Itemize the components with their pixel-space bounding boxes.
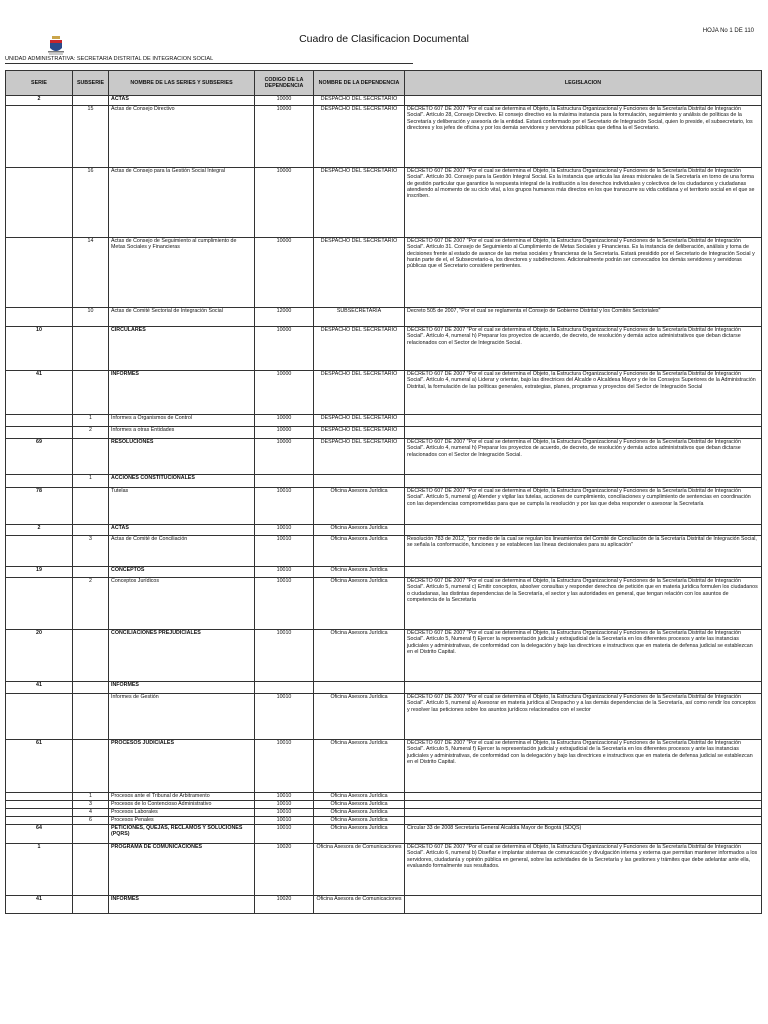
cell-dependencia [314,475,405,488]
cell-codigo: 10000 [255,439,314,475]
cell-serie [6,475,73,488]
cell-codigo: 10010 [255,793,314,801]
cell-nombre: PROCESOS JUDICIALES [109,740,255,793]
cell-dependencia: Oficina Asesora Jurídica [314,793,405,801]
cell-serie [6,415,73,427]
cell-serie: 64 [6,825,73,844]
cell-serie: 2 [6,525,73,536]
cell-codigo: 10000 [255,415,314,427]
cell-subserie [73,327,109,371]
cell-nombre: PETICIONES, QUEJAS, RECLAMOS Y SOLUCIONES (PQRS) [109,825,255,844]
cell-subserie: 2 [73,578,109,630]
cell-nombre: Informes a otras Entidades [109,427,255,439]
table-row [6,896,762,914]
table-row [6,809,762,817]
cell-subserie: 14 [73,238,109,308]
bogota-logo-icon [46,35,66,56]
cell-subserie: 6 [73,817,109,825]
cell-legislacion [405,415,762,427]
cell-nombre: ACCIONES CONSTITUCIONALES [109,475,255,488]
cell-serie: 2 [6,96,73,106]
cell-subserie [73,488,109,525]
cell-nombre: Actas de Comité de Conciliación [109,536,255,567]
cell-serie [6,793,73,801]
cell-dependencia: Oficina Asesora Jurídica [314,578,405,630]
cell-legislacion [405,801,762,809]
cell-dependencia [314,682,405,694]
cell-legislacion [405,896,762,914]
table-row [6,801,762,809]
cell-subserie: 3 [73,536,109,567]
cell-nombre: Procesos de lo Contencioso Administrativo [109,801,255,809]
cell-codigo: 10010 [255,817,314,825]
cell-nombre: INFORMES [109,896,255,914]
cell-codigo: 10000 [255,168,314,238]
table-row [6,817,762,825]
cell-subserie [73,96,109,106]
cell-legislacion: Circular 33 de 2008 Secretaría General Alcaldía Mayor de Bogotá (SDQS) [405,825,762,844]
cell-legislacion: Resolución 783 de 2012, "por medio de la cual se regulan los lineamientos del Comité de Conciliación de la Secretaría Distrital de Integración Social, se señala la conformación, funciones y se establecen las líneas decisionales para su aplicación" [405,536,762,567]
table-row [6,682,762,694]
table-row [6,308,762,327]
cell-subserie [73,439,109,475]
cell-serie [6,168,73,238]
table-row [6,96,762,106]
cell-nombre: ACTAS [109,525,255,536]
cell-codigo: 10020 [255,844,314,896]
cell-nombre: Actas de Consejo para la Gestión Social Integral [109,168,255,238]
cell-legislacion [405,427,762,439]
table-row [6,427,762,439]
cell-nombre: Informes de Gestión [109,694,255,740]
cell-dependencia: Oficina Asesora Jurídica [314,801,405,809]
table-row [6,844,762,896]
cell-codigo: 10010 [255,536,314,567]
cell-serie: 1 [6,844,73,896]
cell-subserie: 2 [73,427,109,439]
cell-serie: 10 [6,327,73,371]
cell-nombre: PROGRAMA DE COMUNICACIONES [109,844,255,896]
cell-dependencia: Oficina Asesora Jurídica [314,567,405,578]
cell-serie: 19 [6,567,73,578]
cell-dependencia: DESPACHO DEL SECRETARIO [314,168,405,238]
classification-table [5,70,762,914]
cell-legislacion: DECRETO 607 DE 2007 "Por el cual se determina el Objeto, la Estructura Organizacional y Funciones de la Secretaría Distrital de Integración Social". Artículo 6, numeral b) Diseñar e implantar sistemas de comunicación y divulgación interna y externa que permitan mantener informados a los servidores, ciudadanía y opinión pública en general, sobre las actividades de la Secretaría y las gestiones y trámites que debe adelantar ante ella, evaluando formalmente sus resultados. [405,844,762,896]
cell-subserie [73,740,109,793]
cell-nombre: Procesos ante el Tribunal de Arbitramento [109,793,255,801]
cell-nombre: Tutelas [109,488,255,525]
cell-nombre: ACTAS [109,96,255,106]
cell-dependencia: DESPACHO DEL SECRETARIO [314,371,405,415]
col-header-codigo: CODIGO DE LA DEPENDENCIA [255,71,314,96]
cell-legislacion [405,475,762,488]
cell-nombre: INFORMES [109,371,255,415]
cell-legislacion: DECRETO 607 DE 2007 "Por el cual se determina el Objeto, la Estructura Organizacional y Funciones de la Secretaría Distrital de Integración Social". Artículo 5, numeral g) Atender y vigilar las tutelas, acciones de cumplimiento, conciliaciones y cumplimiento de sentencias en coordinación con las dependencias comprometidas para que se cumpla la resolución y por las que deba responder o asesorar la Secretaría [405,488,762,525]
cell-subserie [73,567,109,578]
cell-codigo: 10020 [255,896,314,914]
cell-legislacion: DECRETO 607 DE 2007 "Por el cual se determina el Objeto, la Estructura Organizacional y Funciones de la Secretaría Distrital de Integración Social". Artículo 4, numeral h) Preparar los proyectos de acuerdo, de decreto, de resolución y demás actos administrativos que deban dictarse relacionados con el Sector de Integración Social. [405,439,762,475]
cell-dependencia: Oficina Asesora Jurídica [314,536,405,567]
cell-legislacion: DECRETO 607 DE 2007 "Por el cual se determina el Objeto, la Estructura Organizacional y Funciones de la Secretaría Distrital de Integración Social". Artículo 4, numeral a) Liderar y orientar, bajo las directrices del Alcalde o Alcaldesa Mayor y de los Consejos Superiores de la Administración Distrital, la formulación de las políticas generales, estrategias, planes, programas y proyectos del Sector de Integración Social [405,371,762,415]
cell-codigo: 10000 [255,96,314,106]
cell-serie [6,106,73,168]
cell-legislacion: DECRETO 607 DE 2007 "Por el cual se determina el Objeto, la Estructura Organizacional y Funciones de la Secretaría Distrital de Integración Social". Artículo 30. Consejo para la Gestión Integral Social. Es la instancia que articula las áreas misionales de la Secretaría en torno de una forma de gestión particular que garantice la respuesta integral de la institución a los derechos individuales y colectivos de los ciudadanos y ciudadanas atendiendo al momento de su ciclo vital, a los grupos humanos más directos en los que transcurre su vida cotidiana y el territorio social en el que se inscriben. [405,168,762,238]
table-body [6,96,762,914]
cell-codigo: 10010 [255,740,314,793]
cell-codigo: 10010 [255,694,314,740]
table-row [6,525,762,536]
cell-dependencia: Oficina Asesora de Comunicaciones [314,844,405,896]
cell-dependencia: Oficina Asesora Jurídica [314,488,405,525]
cell-subserie [73,825,109,844]
cell-dependencia: Oficina Asesora Jurídica [314,817,405,825]
cell-serie: 41 [6,371,73,415]
cell-serie [6,817,73,825]
cell-nombre: Conceptos Jurídicos [109,578,255,630]
table-row [6,488,762,525]
cell-legislacion: DECRETO 607 DE 2007 "Por el cual se determina el Objeto, la Estructura Organizacional y Funciones de la Secretaría Distrital de Integración Social". Artículo 4, numeral h) Preparar los proyectos de acuerdo, de decreto, de resolución y demás actos administrativos que deban dictarse relacionados con el Sector de Integración Social. [405,327,762,371]
cell-subserie [73,682,109,694]
cell-nombre: CONCEPTOS [109,567,255,578]
cell-nombre: INFORMES [109,682,255,694]
cell-nombre: CONCILIACIONES PREJUDICIALES [109,630,255,682]
cell-serie [6,801,73,809]
col-header-legislacion: LEGISLACION [405,71,762,96]
cell-subserie: 1 [73,475,109,488]
cell-legislacion: DECRETO 607 DE 2007 "Por el cual se determina el Objeto, la Estructura Organizacional y Funciones de la Secretaría Distrital de Integración Social". Artículo 28, Consejo Directivo. El consejo directivo es la máxima instancia para la formulación, seguimiento y análisis de políticas de la Secretaría y deliberación y asesoría de la entidad. Estará conformado por el Secretario de Integración Social, quien lo preside, el subsecretario, los directores y los jefes de oficina y por los demás servidores y servidoras públicas que defina la el Secretario. [405,106,762,168]
col-header-dependencia: NOMBRE DE LA DEPENDENCIA [314,71,405,96]
cell-subserie: 3 [73,801,109,809]
cell-legislacion [405,793,762,801]
table-row [6,740,762,793]
cell-serie: 69 [6,439,73,475]
table-row [6,106,762,168]
cell-subserie: 10 [73,308,109,327]
cell-subserie [73,896,109,914]
cell-serie: 41 [6,896,73,914]
cell-codigo: 10000 [255,427,314,439]
table-row [6,630,762,682]
cell-codigo: 10010 [255,809,314,817]
cell-codigo: 10010 [255,578,314,630]
cell-codigo: 10010 [255,630,314,682]
cell-dependencia: Oficina Asesora Jurídica [314,809,405,817]
cell-legislacion [405,682,762,694]
cell-legislacion: Decreto 505 de 2007, "Por el cual se reglamenta el Consejo de Gobierno Distrital y los Comités Sectoriales" [405,308,762,327]
cell-dependencia: DESPACHO DEL SECRETARIO [314,439,405,475]
cell-codigo: 10000 [255,106,314,168]
table-row [6,415,762,427]
cell-serie: 61 [6,740,73,793]
cell-nombre: RESOLUCIONES [109,439,255,475]
cell-subserie [73,371,109,415]
cell-codigo: 10010 [255,567,314,578]
table-row [6,825,762,844]
cell-dependencia: DESPACHO DEL SECRETARIO [314,96,405,106]
cell-codigo [255,682,314,694]
cell-subserie: 1 [73,793,109,801]
cell-dependencia: Oficina Asesora Jurídica [314,525,405,536]
cell-subserie [73,694,109,740]
cell-nombre: Procesos Penales [109,817,255,825]
cell-codigo: 10010 [255,525,314,536]
cell-dependencia: Oficina Asesora Jurídica [314,630,405,682]
cell-legislacion [405,567,762,578]
cell-dependencia: DESPACHO DEL SECRETARIO [314,427,405,439]
cell-nombre: Procesos Laborales [109,809,255,817]
cell-dependencia: Oficina Asesora Jurídica [314,825,405,844]
cell-nombre: Actas de Consejo Directivo [109,106,255,168]
cell-dependencia: DESPACHO DEL SECRETARIO [314,106,405,168]
cell-codigo: 10000 [255,327,314,371]
administrative-unit: UNIDAD ADMINISTRATIVA: SECRETARIA DISTRITAL DE INTEGRACION SOCIAL [5,56,413,64]
cell-codigo [255,475,314,488]
cell-serie [6,578,73,630]
cell-codigo: 10010 [255,825,314,844]
col-header-subserie: SUBSERIE [73,71,109,96]
cell-legislacion [405,809,762,817]
cell-serie: 20 [6,630,73,682]
table-row [6,371,762,415]
table-row [6,168,762,238]
cell-serie: 41 [6,682,73,694]
cell-dependencia: Oficina Asesora de Comunicaciones [314,896,405,914]
cell-dependencia: Oficina Asesora Jurídica [314,740,405,793]
table-row [6,567,762,578]
cell-dependencia: DESPACHO DEL SECRETARIO [314,415,405,427]
sheet-number: HOJA No 1 DE 110 [702,28,754,34]
cell-legislacion [405,525,762,536]
cell-serie [6,427,73,439]
cell-serie [6,238,73,308]
cell-dependencia: DESPACHO DEL SECRETARIO [314,327,405,371]
cell-subserie: 16 [73,168,109,238]
cell-serie [6,694,73,740]
cell-dependencia: SUBSECRETARIA [314,308,405,327]
cell-serie [6,809,73,817]
cell-legislacion: DECRETO 607 DE 2007 "Por el cual se determina el Objeto, la Estructura Organizacional y Funciones de la Secretaría Distrital de Integración Social". Artículo 5, numeral a) Asesorar en materia jurídica al Despacho y a las demás dependencias de la Secretaría, así como rendir los conceptos y resolver las peticiones sobre los asuntos jurídicos relacionados con el sector [405,694,762,740]
col-header-nombre: NOMBRE DE LAS SERIES Y SUBSERIES [109,71,255,96]
cell-codigo: 10010 [255,801,314,809]
table-row [6,439,762,475]
cell-codigo: 10000 [255,371,314,415]
table-row [6,578,762,630]
cell-legislacion: DECRETO 607 DE 2007 "Por el cual se determina el Objeto, la Estructura Organizacional y Funciones de la Secretaría Distrital de Integración Social". Artículo 31. Consejo de Seguimiento al Cumplimiento de Metas Sociales y Financieras. Es la instancia de deliberación, análisis y toma de decisiones frente al estado de avance de las metas sociales y financieras de la Secretaría. Estará presidido por el Secretario de Integración Social y harán parte de el, el Subsecretario-a, los directores y subdirectores. Adicionalmente podrán ser convocados los demás servidores y servidoras públicas que el Secretario considere pertinentes. [405,238,762,308]
col-header-serie: SERIE [6,71,73,96]
table-row [6,793,762,801]
cell-serie [6,536,73,567]
cell-serie [6,308,73,327]
cell-nombre: Actas de Comité Sectorial de Integración Social [109,308,255,327]
cell-nombre: CIRCULARES [109,327,255,371]
cell-nombre: Actas de Consejo de Seguimiento al cumplimiento de Metas Sociales y Financieras [109,238,255,308]
cell-subserie: 1 [73,415,109,427]
cell-codigo: 12000 [255,308,314,327]
cell-legislacion [405,96,762,106]
table-row [6,694,762,740]
cell-legislacion: DECRETO 607 DE 2007 "Por el cual se determina el Objeto, la Estructura Organizacional y Funciones de la Secretaría Distrital de Integración Social". Artículo 5, Numeral f) Ejercer la representación judicial y extrajudicial de la Secretaría en los diferentes procesos y ante las instancias judiciales y administrativas, de conformidad con la delegación y bajo las directrices e instructivos que en materia de defensa judicial se establezcan en el Distrito Capital. [405,740,762,793]
cell-dependencia: DESPACHO DEL SECRETARIO [314,238,405,308]
cell-nombre: Informes a Organismos de Control [109,415,255,427]
cell-serie: 78 [6,488,73,525]
cell-subserie: 15 [73,106,109,168]
cell-legislacion [405,817,762,825]
page-title: Cuadro de Clasificacion Documental [299,33,469,45]
table-row [6,327,762,371]
cell-subserie: 4 [73,809,109,817]
table-row [6,536,762,567]
cell-subserie [73,630,109,682]
cell-codigo: 10000 [255,238,314,308]
table-row [6,475,762,488]
cell-legislacion: DECRETO 607 DE 2007 "Por el cual se determina el Objeto, la Estructura Organizacional y Funciones de la Secretaría Distrital de Integración Social". Artículo 5, numeral c) Emitir conceptos, absolver consultas y responder derechos de petición que en materia jurídica formulen los ciudadanos o ciudadanas, las distintas dependencias de la Secretaría, el sector y las autoridades en general, que tengan relación con los asuntos de competencia de la Secretaría [405,578,762,630]
cell-dependencia: Oficina Asesora Jurídica [314,694,405,740]
table-row [6,238,762,308]
cell-subserie [73,525,109,536]
cell-codigo: 10010 [255,488,314,525]
table-header-row [6,71,762,96]
cell-subserie [73,844,109,896]
cell-legislacion: DECRETO 607 DE 2007 "Por el cual se determina el Objeto, la Estructura Organizacional y Funciones de la Secretaría Distrital de Integración Social". Artículo 5, Numeral f) Ejercer la representación judicial y extrajudicial de la Secretaría en los diferentes procesos y ante las instancias judiciales y administrativas, de conformidad con la delegación y bajo las directrices e instructivos que en materia de defensa judicial se establezcan en el Distrito Capital. [405,630,762,682]
